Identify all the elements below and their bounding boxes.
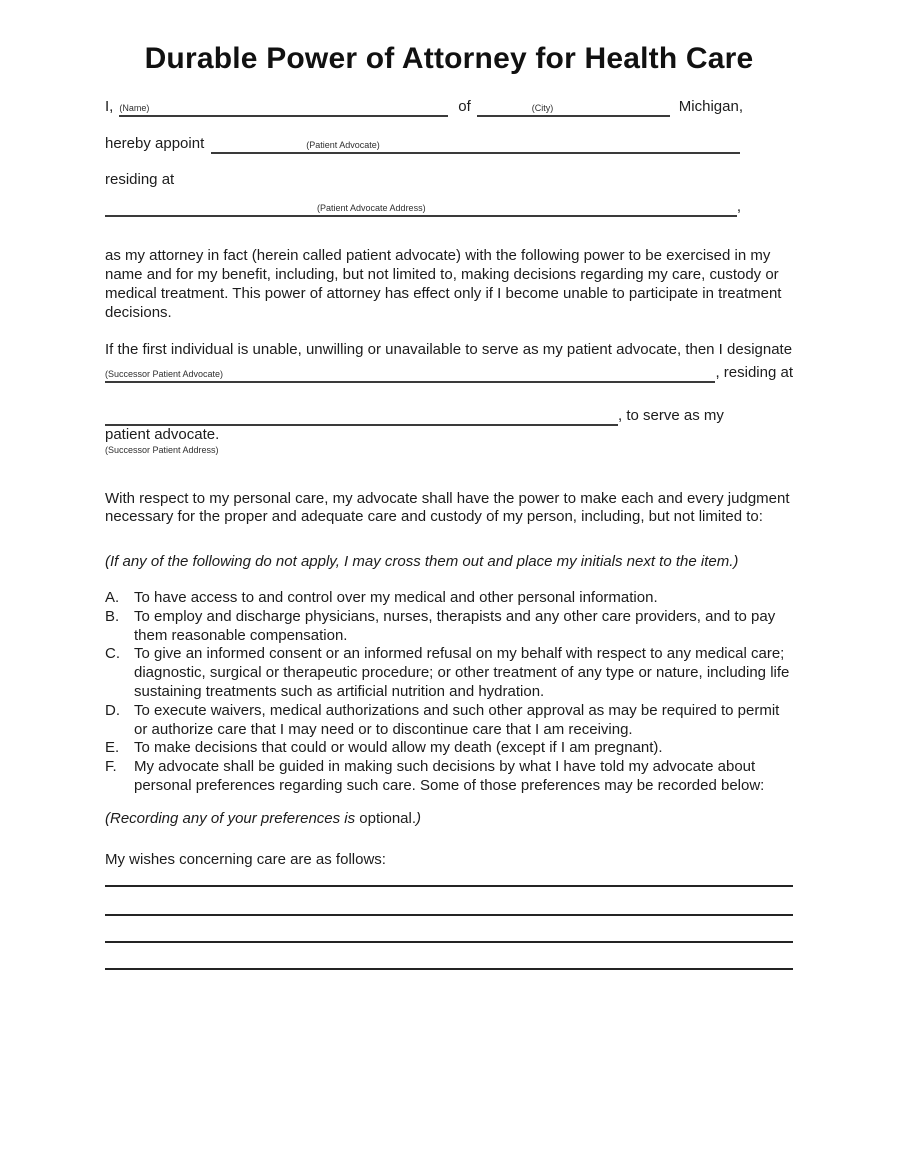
advocate-address-line bbox=[105, 198, 793, 217]
page-title: Durable Power of Attorney for Health Care bbox=[144, 42, 754, 75]
successor-residing-at-text: , residing at bbox=[715, 364, 793, 382]
patient-advocate-address-field-label: (Patient Advocate Address) bbox=[317, 203, 426, 214]
successor-advocate-blank-field[interactable] bbox=[105, 367, 715, 383]
residing-at-text: residing at bbox=[105, 170, 175, 188]
list-item-c bbox=[105, 645, 793, 701]
patient-advocate-blank-field[interactable] bbox=[211, 138, 740, 154]
successor-address-field-label: (Successor Patient Address) bbox=[105, 444, 219, 455]
patient-advocate-closing-text: patient advocate. bbox=[105, 425, 220, 443]
patient-advocate-field-label: (Patient Advocate) bbox=[306, 139, 380, 150]
list-item-text: My advocate shall be guided in making such decisions by what I have told my advocate about personal preferences regarding such care. Some of those preferences may be recorded below: bbox=[134, 758, 765, 794]
list-marker: B. bbox=[105, 607, 120, 625]
successor-advocate-field-label: (Successor Patient Advocate) bbox=[105, 368, 224, 379]
city-field-label: (City) bbox=[531, 102, 554, 113]
recording-note bbox=[105, 810, 793, 829]
list-item-text: To have access to and control over my medical and other personal information. bbox=[134, 588, 658, 606]
cross-out-note: (If any of the following do not apply, I may cross them out and place my initials next to the item.) bbox=[105, 553, 739, 571]
successor-address-line bbox=[105, 407, 793, 426]
name-city-line bbox=[105, 98, 793, 117]
list-item-b bbox=[105, 608, 793, 646]
successor-intro-paragraph: If the first individual is unable, unwilling or unavailable to serve as my patient advocate, then I designate bbox=[105, 341, 793, 359]
personal-care-paragraph: With respect to my personal care, my advocate shall have the power to make each and every judgment necessary for the proper and adequate care and custody of my person, including, but not limited to: bbox=[105, 489, 790, 526]
state-text: Michigan, bbox=[678, 98, 743, 115]
successor-address-blank-field[interactable] bbox=[105, 410, 618, 426]
list-marker: A. bbox=[105, 588, 120, 606]
name-field-label: (Name) bbox=[119, 102, 150, 113]
powers-grant-paragraph: as my attorney in fact (herein called patient advocate) with the following power to be exercised in my name and for my benefit, including, but not limited to, making decisions regarding my care, custody or medical treatment. This power of attorney has effect only if I become unable to participate in treatment decisions. bbox=[105, 247, 782, 321]
wishes-blank-line-3[interactable] bbox=[105, 941, 793, 943]
list-marker: E. bbox=[105, 739, 120, 757]
list-item-text: To give an informed consent or an informed refusal on my behalf with respect to any medical care; diagnostic, surgical or therapeutic procedure; or other treatment of any type or nature, including life sustaining treatments such as artificial nutrition and hydration. bbox=[134, 645, 790, 700]
recording-note-italic-part: (Recording any of your preferences is bbox=[105, 809, 356, 827]
address-trailing-comma: , bbox=[736, 198, 741, 216]
of-text: of bbox=[458, 98, 471, 115]
appoint-prefix-text: hereby appoint bbox=[105, 134, 205, 152]
list-item-text: To employ and discharge physicians, nurses, therapists and any other care providers, and to pay them reasonable compensation. bbox=[134, 607, 776, 644]
wishes-blank-line-2[interactable] bbox=[105, 914, 793, 916]
wishes-heading: My wishes concerning care are as follows: bbox=[105, 850, 386, 868]
list-item-a bbox=[105, 589, 793, 608]
successor-serve-text: , to serve as my bbox=[618, 406, 724, 424]
list-item-e bbox=[105, 739, 793, 758]
list-item-f bbox=[105, 758, 793, 796]
successor-address-caption bbox=[105, 426, 793, 456]
list-marker: D. bbox=[105, 701, 120, 719]
list-item-text: To execute waivers, medical authorizations and such other approval as may be required to permit or authorize care that I may need or to discontinue care that I am receiving. bbox=[134, 701, 780, 738]
successor-advocate-line bbox=[105, 364, 793, 383]
powers-list bbox=[105, 589, 793, 796]
list-item-d bbox=[105, 702, 793, 740]
city-blank-field[interactable] bbox=[477, 101, 670, 117]
patient-advocate-address-blank-field[interactable] bbox=[105, 201, 737, 217]
recording-note-close-paren: ) bbox=[416, 809, 422, 827]
name-blank-field[interactable] bbox=[119, 101, 448, 117]
i-prefix-text: I, bbox=[105, 98, 114, 115]
list-marker: C. bbox=[105, 645, 120, 663]
wishes-lines bbox=[105, 885, 793, 970]
list-marker: F. bbox=[105, 758, 117, 776]
recording-note-roman-part: optional. bbox=[355, 809, 417, 827]
wishes-blank-line-4[interactable] bbox=[105, 968, 793, 970]
appoint-line bbox=[105, 135, 793, 154]
wishes-blank-line-1[interactable] bbox=[105, 885, 793, 887]
list-item-text: To make decisions that could or would allow my death (except if I am pregnant). bbox=[134, 739, 663, 757]
